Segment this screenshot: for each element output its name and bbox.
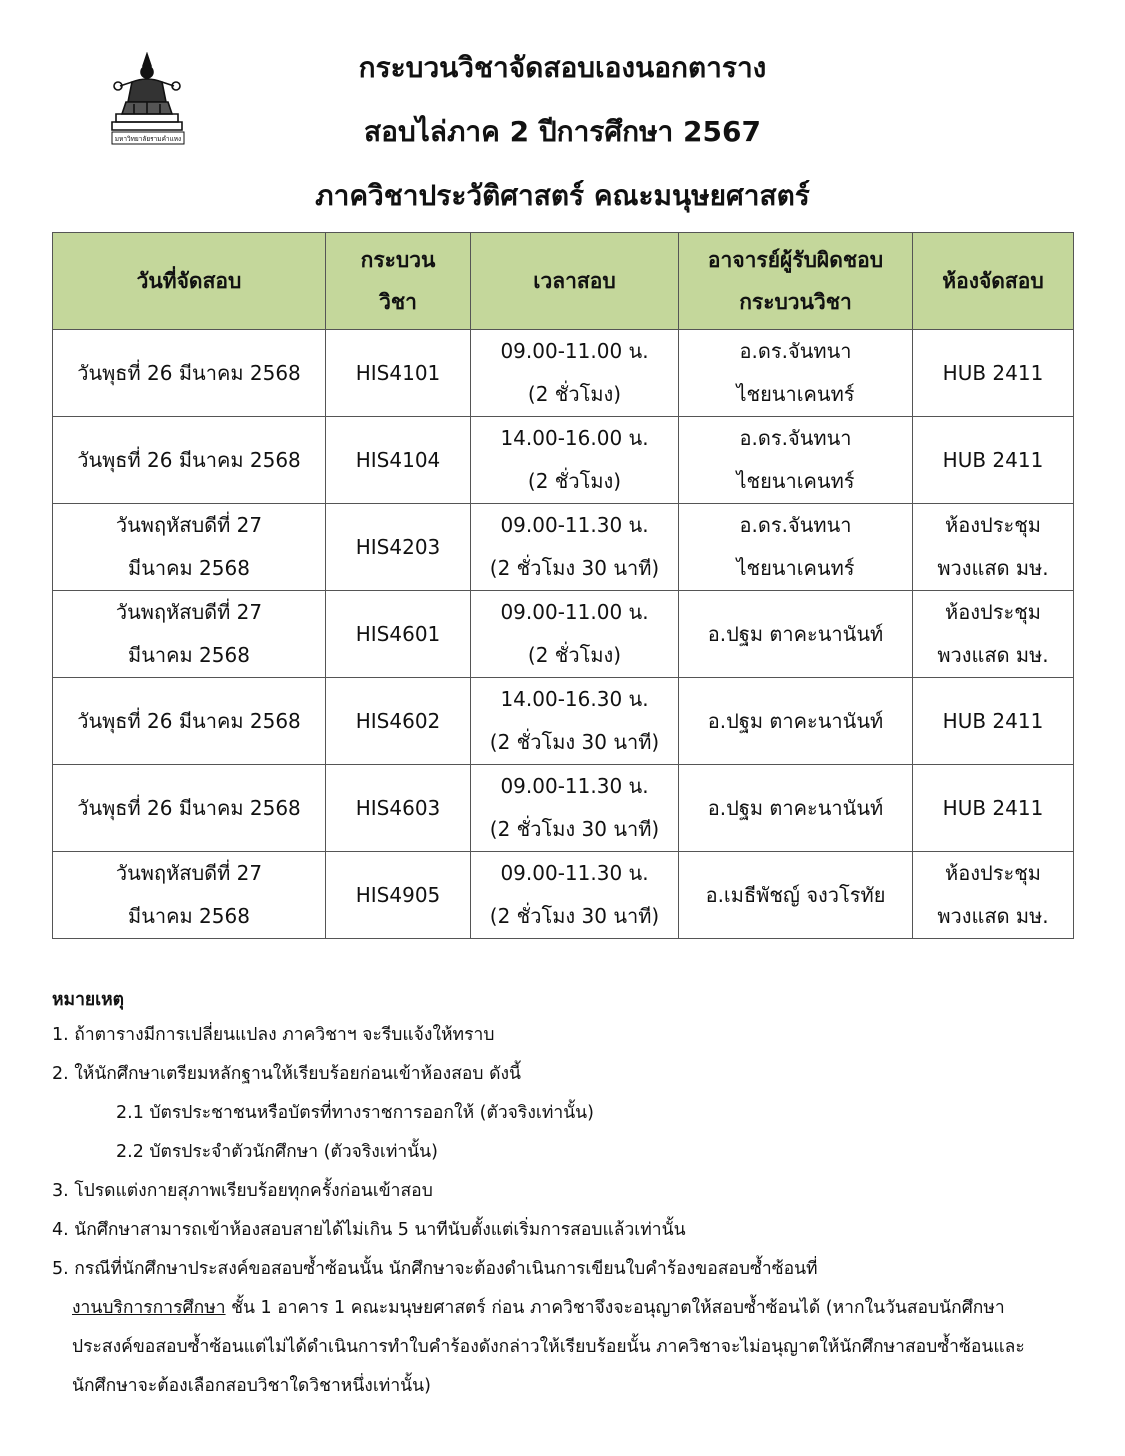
- cell-time-line: (2 ชั่วโมง 30 นาที): [489, 817, 660, 841]
- cell-room-line: พวงแสด มษ.: [937, 556, 1049, 580]
- cell-instructor-line: ไชยนาเคนทร์: [736, 382, 855, 406]
- note-5-line-2: [52, 1289, 1082, 1328]
- cell-time: [471, 591, 679, 678]
- note-3: 3. โปรดแต่งกายสุภาพเรียบร้อยทุกครั้งก่อนเข้าสอบ: [52, 1181, 433, 1201]
- exam-schedule-table: [52, 232, 1074, 939]
- header-instructor: อาจารย์ผู้รับผิดชอบ กระบวนวิชา: [679, 233, 913, 330]
- cell-room-line: HUB 2411: [942, 708, 1044, 733]
- cell-instructor: [679, 330, 913, 417]
- cell-course: HIS4203: [326, 504, 471, 591]
- header-time: เวลาสอบ: [471, 233, 679, 330]
- header-date: วันที่จัดสอบ: [53, 233, 326, 330]
- cell-time-line: 09.00-11.00 น.: [500, 600, 649, 624]
- cell-time: [471, 678, 679, 765]
- cell-date: [53, 765, 326, 852]
- table-row: [53, 591, 1074, 678]
- emblem-svg: [104, 52, 190, 146]
- title-line-2: สอบไล่ภาค 2 ปีการศึกษา 2567: [364, 115, 761, 148]
- cell-time-line: (2 ชั่วโมง): [527, 469, 622, 493]
- cell-date-line: วันพุธที่ 26 มีนาคม 2568: [77, 360, 301, 385]
- cell-instructor: [679, 417, 913, 504]
- note-4: 4. นักศึกษาสามารถเข้าห้องสอบสายได้ไม่เกิน 5 นาทีนับตั้งแต่เริ่มการสอบแล้วเท่านั้น: [52, 1220, 686, 1240]
- cell-room: [913, 330, 1074, 417]
- table-row: [53, 678, 1074, 765]
- cell-time-line: (2 ชั่วโมง 30 นาที): [489, 904, 660, 928]
- header-course: กระบวน วิชา: [326, 233, 471, 330]
- cell-instructor-line: อ.ดร.จันทนา: [739, 339, 852, 363]
- table-body: [53, 330, 1074, 939]
- cell-instructor-line: อ.ปฐม ตาคะนานันท์: [707, 621, 884, 646]
- table-row: [53, 504, 1074, 591]
- cell-room: [913, 765, 1074, 852]
- table-row: [53, 417, 1074, 504]
- note-5-line-1: 5. กรณีที่นักศึกษาประสงค์ขอสอบซ้ำซ้อนนั้น นักศึกษาจะต้องดำเนินการเขียนใบคำร้องขอสอบซ้ำซ้อนที่: [52, 1259, 818, 1279]
- cell-instructor: [679, 678, 913, 765]
- cell-time-line: (2 ชั่วโมง 30 นาที): [489, 556, 660, 580]
- cell-date-line: วันพฤหัสบดีที่ 27: [115, 600, 263, 624]
- cell-room-line: HUB 2411: [942, 447, 1044, 472]
- cell-room: [913, 417, 1074, 504]
- notes-title: หมายเหตุ: [52, 990, 125, 1010]
- cell-instructor-line: ไชยนาเคนทร์: [736, 469, 855, 493]
- cell-instructor-line: อ.เมธีพัชญ์ จงวโรทัย: [705, 882, 886, 907]
- cell-course: HIS4101: [326, 330, 471, 417]
- note-5-line-4: นักศึกษาจะต้องเลือกสอบวิชาใดวิชาหนึ่งเท่านั้น): [72, 1376, 431, 1396]
- cell-instructor: [679, 852, 913, 939]
- note-2-1: 2.1 บัตรประชาชนหรือบัตรที่ทางราชการออกให้ (ตัวจริงเท่านั้น): [116, 1103, 594, 1123]
- emblem-caption: มหาวิทยาลัยรามคำแหง: [114, 135, 182, 143]
- cell-date: [53, 591, 326, 678]
- cell-room-line: ห้องประชุม: [945, 513, 1041, 537]
- cell-room-line: ห้องประชุม: [945, 861, 1041, 885]
- cell-room: [913, 678, 1074, 765]
- cell-room-line: HUB 2411: [942, 360, 1044, 385]
- cell-date-line: วันพุธที่ 26 มีนาคม 2568: [77, 447, 301, 472]
- cell-course: HIS4601: [326, 591, 471, 678]
- cell-time-line: 09.00-11.30 น.: [500, 774, 649, 798]
- note-5-line-2-rest: ชั้น 1 อาคาร 1 คณะมนุษยศาสตร์ ก่อน ภาควิชาจึงจะอนุญาตให้สอบซ้ำซ้อนได้ (หากในวันสอบนักศึกษา: [225, 1298, 1005, 1318]
- cell-instructor: [679, 591, 913, 678]
- cell-date-line: มีนาคม 2568: [128, 904, 250, 928]
- cell-room-line: HUB 2411: [942, 795, 1044, 820]
- cell-instructor-line: อ.ดร.จันทนา: [739, 426, 852, 450]
- cell-date-line: มีนาคม 2568: [128, 643, 250, 667]
- cell-date-line: วันพฤหัสบดีที่ 27: [115, 861, 263, 885]
- cell-instructor-line: อ.ปฐม ตาคะนานันท์: [707, 708, 884, 733]
- notes-section: [52, 984, 1082, 1406]
- document-title: [200, 36, 925, 228]
- cell-time: [471, 504, 679, 591]
- cell-instructor-line: ไชยนาเคนทร์: [736, 556, 855, 580]
- table-row: [53, 765, 1074, 852]
- cell-course: HIS4603: [326, 765, 471, 852]
- cell-time-line: 09.00-11.30 น.: [500, 861, 649, 885]
- cell-course: HIS4602: [326, 678, 471, 765]
- cell-time-line: 09.00-11.30 น.: [500, 513, 649, 537]
- education-service-office: งานบริการการศึกษา: [72, 1298, 226, 1318]
- header-room: ห้องจัดสอบ: [913, 233, 1074, 330]
- cell-room: [913, 852, 1074, 939]
- title-line-1: กระบวนวิชาจัดสอบเองนอกตาราง: [358, 51, 767, 84]
- cell-date: [53, 504, 326, 591]
- note-5-line-3: ประสงค์ขอสอบซ้ำซ้อนแต่ไม่ได้ดำเนินการทำใบคำร้องดังกล่าวให้เรียบร้อยนั้น ภาควิชาจะไม่อนุญาตให้นักศึกษาสอบซ้ำซ้อนและ: [72, 1337, 1025, 1357]
- cell-time-line: (2 ชั่วโมง 30 นาที): [489, 730, 660, 754]
- cell-room-line: พวงแสด มษ.: [937, 643, 1049, 667]
- university-emblem-icon: [104, 52, 190, 146]
- cell-instructor-line: อ.ปฐม ตาคะนานันท์: [707, 795, 884, 820]
- cell-room: [913, 504, 1074, 591]
- cell-time-line: (2 ชั่วโมง): [527, 643, 622, 667]
- cell-instructor: [679, 765, 913, 852]
- cell-time-line: (2 ชั่วโมง): [527, 382, 622, 406]
- cell-time: [471, 330, 679, 417]
- cell-date-line: วันพุธที่ 26 มีนาคม 2568: [77, 708, 301, 733]
- cell-time-line: 14.00-16.00 น.: [500, 426, 649, 450]
- cell-instructor-line: อ.ดร.จันทนา: [739, 513, 852, 537]
- cell-room: [913, 591, 1074, 678]
- cell-course: HIS4104: [326, 417, 471, 504]
- title-line-3: ภาควิชาประวัติศาสตร์ คณะมนุษยศาสตร์: [315, 179, 810, 212]
- cell-date-line: วันพฤหัสบดีที่ 27: [115, 513, 263, 537]
- cell-date: [53, 417, 326, 504]
- table-row: [53, 330, 1074, 417]
- cell-time: [471, 852, 679, 939]
- cell-instructor: [679, 504, 913, 591]
- table-header-row: [53, 233, 1074, 330]
- note-2: 2. ให้นักศึกษาเตรียมหลักฐานให้เรียบร้อยก่อนเข้าห้องสอบ ดังนี้: [52, 1064, 521, 1084]
- cell-course: HIS4905: [326, 852, 471, 939]
- cell-date-line: มีนาคม 2568: [128, 556, 250, 580]
- cell-date: [53, 330, 326, 417]
- cell-date: [53, 678, 326, 765]
- cell-time: [471, 765, 679, 852]
- cell-time-line: 09.00-11.00 น.: [500, 339, 649, 363]
- note-1: 1. ถ้าตารางมีการเปลี่ยนแปลง ภาควิชาฯ จะรีบแจ้งให้ทราบ: [52, 1025, 495, 1045]
- cell-room-line: พวงแสด มษ.: [937, 904, 1049, 928]
- cell-time-line: 14.00-16.30 น.: [500, 687, 649, 711]
- cell-date-line: วันพุธที่ 26 มีนาคม 2568: [77, 795, 301, 820]
- cell-room-line: ห้องประชุม: [945, 600, 1041, 624]
- cell-date: [53, 852, 326, 939]
- table-row: [53, 852, 1074, 939]
- note-2-2: 2.2 บัตรประจำตัวนักศึกษา (ตัวจริงเท่านั้น): [116, 1142, 438, 1162]
- cell-time: [471, 417, 679, 504]
